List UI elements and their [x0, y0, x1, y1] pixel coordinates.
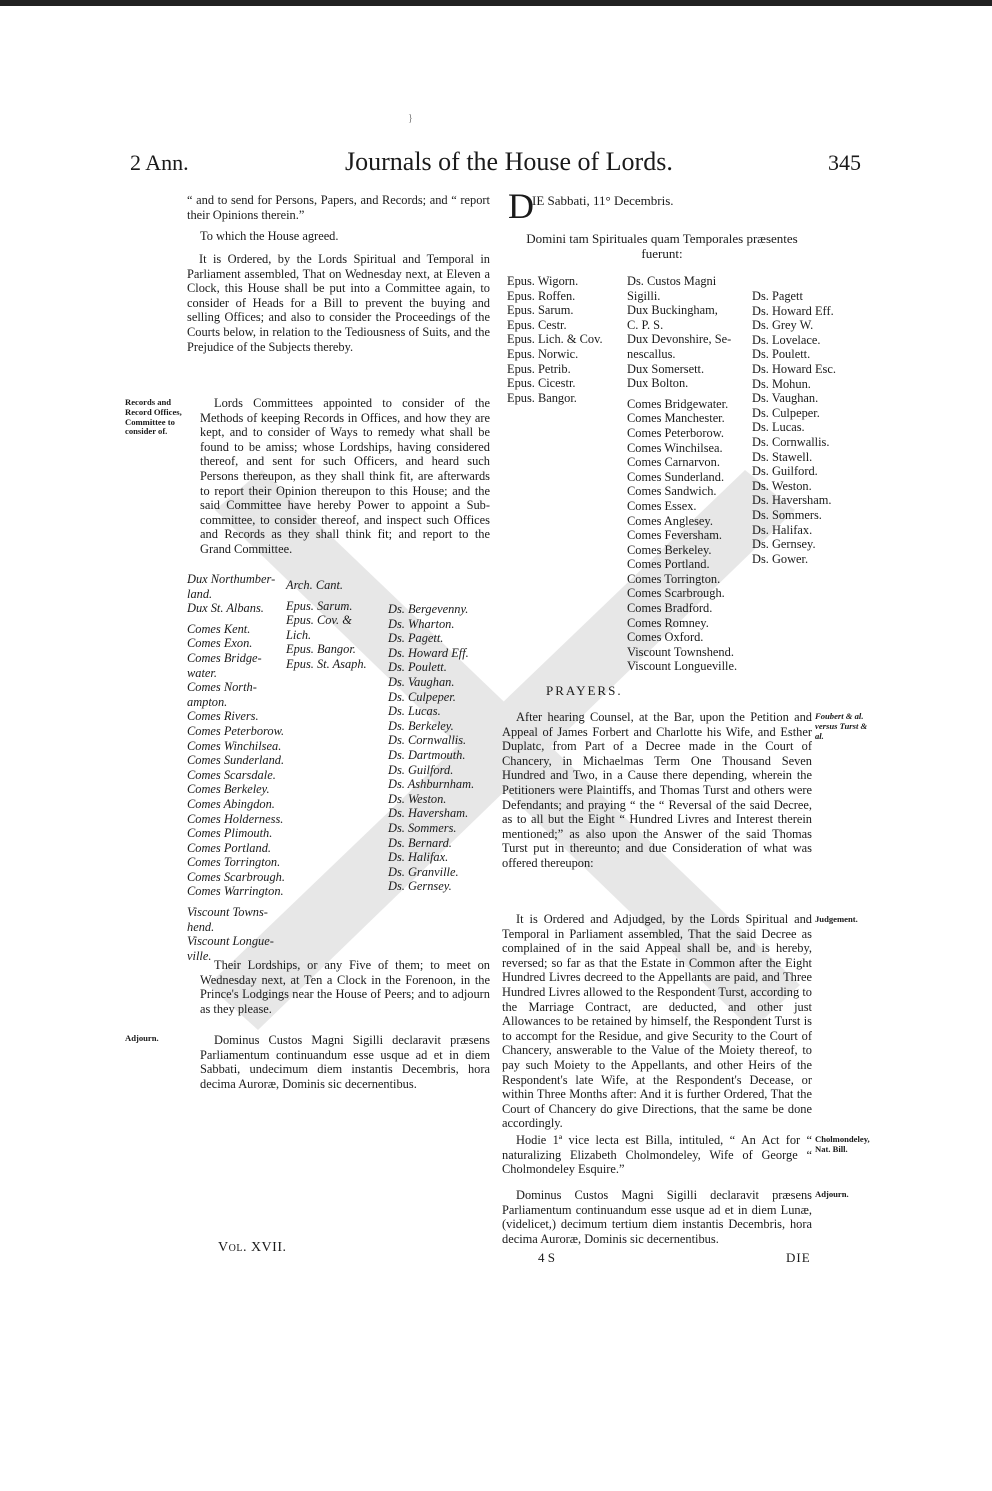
name-entry: Dux Devonshire, Se- [627, 332, 732, 347]
name-entry: Ds. Sommers. [388, 820, 457, 835]
right-para-2: It is Ordered and Adjudged, by the Lords Spiritual and Temporal in Parliament assembled, That the said Decree as complained of in the said Appeal shall be, and is hereby, reversed; so far as that the Estate in Common after the Eight Hundred Livres decreed to the Appellants are paid, and Three Hundred Livres allowed to the Respondent Turst, according to the Marriage Contract, are deducted, and other just Allowances to be retained by himself, the Respondent Turst is to accompt for the Residue, and give Security to the Court of Chancery, answerable to the Value of the Moiety thereof, to pay such Moiety to the Appellants, and other Heirs of the Respondent's late Wife, at the Respondent's Decease, or within Three Months after: And it is further Ordered, That the Court of Chancery do give Directions, that the same be done accordingly. [502, 912, 812, 1131]
name-entry: land. [187, 586, 213, 601]
name-entry: Ds. Gernsey. [388, 879, 452, 894]
name-entry: Ds. Custos Magni [627, 274, 717, 288]
name-entry: C. P. S. [627, 317, 664, 332]
right-para-1: After hearing Counsel, at the Bar, upon the Petition and Appeal of James Forbert and Charlotte his Wife, and Esther Duplatc, from Part of a Decree made in the Court of Chancery, in Michaelmas Term One Thousand Seven Hundred and Two, in a Cause there depending, wherein the Petitioners were Plaintiffs, and Thomas Turst and others were Defendants; and praying “ the “ Reversal of the said Decree, as to all but the Eight “ Hundred Livres and Interest therein mentioned;” as also upon the Answer of the said Thomas Turst put in thereunto; and due Consideration of what was offered thereupon: [502, 710, 812, 870]
name-entry: Dux Northumber- [187, 572, 276, 586]
name-entry: Comes Bradford. [627, 601, 713, 616]
name-entry: ampton. [187, 694, 228, 709]
name-entry: Comes Holderness. [187, 811, 284, 826]
name-entry: Ds. Culpeper. [752, 405, 820, 420]
left-para-5: Dominus Custos Magni Sigilli declaravit præsens Parliamentum continuandum esse usque ad et in diem Sabbati, undecimum diem instantis Decembris, hora decima Auroræ, Dominis sic decernentibus. [200, 1033, 490, 1091]
name-entry: Ds. Cornwallis. [752, 434, 830, 449]
name-entry: Ds. Halifax. [388, 850, 449, 865]
name-entry: Ds. Ashburnham. [388, 777, 475, 792]
left-para-3: Lords Committees appointed to consider of the Methods of keeping Records in Offices, and how they are kept, and to consider of Ways to remedy what shall be found to be amiss; whose Lordships, having considered thereof, and sent for such Officers, and heard such Persons thereupon, as they shall think fit, are afterwards to report their Opinion thereupon to this House; and the said Committee have hereby Power to appoint a Sub-committee, to consider thereof, and inspect such Offices and Records as they shall think fit; and report to the Grand Committee. [200, 396, 490, 556]
name-entry: Epus. Roffen. [507, 288, 576, 303]
name-entry: Ds. Guilford. [752, 464, 818, 479]
side-note-judgement: Judgement. [815, 914, 858, 924]
name-entry: Ds. Bernard. [388, 835, 452, 850]
name-entry: Epus. Lich. & Cov. [507, 332, 603, 347]
side-note-adjourn-right: Adjourn. [815, 1189, 849, 1199]
name-entry: Ds. Lucas. [752, 420, 805, 435]
name-entry: Lich. [286, 627, 312, 642]
side-note-foubert: Foubert & al. versus Turst & al. [815, 711, 868, 741]
name-entry: Ds. Culpeper. [388, 689, 456, 704]
side-note-adjourn-left: Adjourn. [125, 1033, 159, 1043]
name-entry: Comes Scarsdale. [187, 767, 276, 782]
present-col-3 [752, 289, 847, 566]
name-entry: Epus. St. Asaph. [286, 656, 367, 671]
name-entry: Viscount Towns- [187, 905, 268, 920]
name-entry: Ds. Weston. [752, 478, 812, 493]
name-entry: Comes Abingdon. [187, 796, 275, 811]
side-note-records: Records and Record Offices, Committee to consider of. [125, 397, 182, 437]
name-entry: Comes Exon. [187, 636, 253, 651]
volume-footer: Vol. XVII. [218, 1240, 287, 1255]
name-entry: Ds. Grey W. [752, 318, 814, 333]
name-entry: Comes Peterborow. [187, 723, 285, 738]
name-entry: Comes Torrington. [187, 855, 281, 870]
name-entry: nescallus. [627, 346, 676, 361]
session-label: 2 Ann. [130, 150, 189, 175]
name-entry: Sigilli. [627, 288, 661, 303]
name-entry: Ds. Lovelace. [752, 332, 821, 347]
name-entry: Epus. Cov. & [286, 613, 352, 628]
drop-cap: D [508, 186, 534, 226]
name-entry: Ds. Vaughan. [388, 674, 455, 689]
name-entry: Comes Bridge- [187, 650, 262, 665]
name-entry: Ds. Guilford. [388, 762, 454, 777]
name-entry: Ds. Stawell. [752, 449, 813, 464]
page-number: 345 [828, 150, 861, 175]
prayers-heading: PRAYERS. [546, 683, 623, 698]
name-entry: Viscount Longueville. [627, 659, 738, 674]
right-para-3: Hodie 1ª vice lecta est Billa, intituled, “ An Act for “ naturalizing Elizabeth Cholmondeley, Wife of George “ Cholmondeley Esquire.” [502, 1133, 812, 1177]
name-entry: Comes Romney. [627, 615, 709, 630]
signature-mark: 4 S [538, 1250, 555, 1265]
name-entry: Epus. Wigorn. [507, 274, 579, 288]
name-entry: Comes Warrington. [187, 884, 284, 899]
name-entry: Epus. Petrib. [507, 361, 571, 376]
name-entry: Ds. Poulett. [388, 660, 447, 675]
name-entry: Epus. Norwic. [507, 346, 579, 361]
left-para-2: It is Ordered, by the Lords Spiritual and Temporal in Parliament assembled, That on Wednesday next, at Eleven a Clock, this House shall be put into a Committee again, to consider of Heads for a Bill to prevent the buying and selling Offices; and also to consider the Proceedings of the Courts below, in relation to the Tediousness of Suits, and the Prejudice of the Subjects thereby. [187, 252, 490, 354]
name-entry: Ds. Bergevenny. [388, 602, 469, 616]
name-entry: Dux Bolton. [627, 376, 689, 391]
name-entry: Comes Peterborow. [627, 425, 724, 440]
name-entry: Ds. Gernsey. [752, 537, 816, 552]
name-entry: Ds. Howard Eff. [752, 303, 834, 318]
name-entry: hend. [187, 919, 215, 934]
margin-mark: } [408, 113, 413, 124]
name-entry: Comes Scarbrough. [627, 586, 725, 601]
name-entry: Comes Sunderland. [627, 469, 725, 484]
name-entry: Comes Sandwich. [627, 484, 717, 499]
name-entry: Ds. Halifax. [752, 522, 813, 537]
name-entry: Comes Feversham. [627, 528, 722, 543]
name-entry: Epus. Cestr. [507, 317, 567, 332]
name-entry: ville. [187, 948, 212, 963]
name-entry: Comes Winchilsea. [187, 738, 282, 753]
present-col-2 [627, 274, 757, 674]
name-entry: Comes Carnarvon. [627, 455, 720, 470]
name-entry: Ds. Howard Esc. [752, 361, 836, 376]
left-para-1: “ and to send for Persons, Papers, and Records; and “ report their Opinions therein.” [187, 193, 490, 222]
left-para-4: Their Lordships, or any Five of them; to meet on Wednesday next, at Ten a Clock in the Forenoon, in the Prince's Lodgings near the House of Peers; and to adjourn as they please. [200, 958, 490, 1016]
name-entry: Ds. Mohun. [752, 376, 811, 391]
name-entry: water. [187, 665, 217, 680]
name-entry: Ds. Granville. [388, 864, 459, 879]
name-entry: Viscount Longue- [187, 934, 274, 949]
name-entry: Dux Buckingham, [627, 303, 718, 318]
name-entry: Ds. Gower. [752, 551, 809, 566]
page-title: Journals of the House of Lords. [345, 147, 673, 176]
name-entry: Comes Portland. [187, 840, 271, 855]
name-entry: Ds. Weston. [388, 791, 447, 806]
name-entry: Comes Torrington. [627, 571, 721, 586]
name-entry: Comes Berkeley. [627, 542, 712, 557]
name-entry: Viscount Townshend. [627, 644, 734, 659]
name-entry: Epus. Bangor. [286, 642, 356, 657]
name-entry: Ds. Berkeley. [388, 718, 454, 733]
name-entry: Ds. Howard Eff. [388, 645, 469, 660]
name-entry: Dux Somersett. [627, 361, 705, 376]
name-entry: Comes Sunderland. [187, 753, 285, 768]
name-entry: Ds. Dartmouth. [388, 747, 466, 762]
committee-col-1 [187, 572, 287, 963]
name-entry: Ds. Cornwallis. [388, 733, 467, 748]
present-col-1 [507, 274, 622, 405]
name-entry: Dux St. Albans. [187, 601, 264, 616]
name-entry: Comes Bridgewater. [627, 396, 729, 411]
name-entry: Comes Anglesey. [627, 513, 713, 528]
name-entry: Ds. Haversham. [752, 493, 832, 508]
name-entry: Comes Oxford. [627, 630, 704, 645]
side-note-cholmondeley: Cholmondeley, Nat. Bill. [815, 1134, 870, 1154]
name-entry: Comes Scarbrough. [187, 869, 285, 884]
name-entry: Arch. Cant. [286, 578, 344, 592]
name-entry: Comes Essex. [627, 498, 697, 513]
name-entry: Ds. Haversham. [388, 806, 469, 821]
name-entry: Ds. Pagett [752, 289, 803, 303]
name-entry: Comes Portland. [627, 557, 710, 572]
right-para-4: Dominus Custos Magni Sigilli declaravit præsens Parliamentum continuandum esse usque ad et in diem Lunæ, (videlicet,) decimum tertium diem instantis Decembris, hora decima Auroræ, Dominis sic decernentibus. [502, 1188, 812, 1246]
name-entry: Ds. Wharton. [388, 616, 455, 631]
name-entry: Comes Manchester. [627, 411, 725, 426]
present-heading: Domini tam Spirituales quam Temporales præsentes fuerunt: [526, 231, 798, 261]
name-entry: Comes Kent. [187, 621, 251, 636]
name-entry: Epus. Cicestr. [507, 376, 576, 391]
name-entry: Epus. Sarum. [507, 303, 574, 318]
name-entry: Comes North- [187, 680, 257, 695]
committee-col-3 [388, 602, 493, 894]
name-entry: Comes Plimouth. [187, 826, 273, 841]
left-agreed: To which the House agreed. [200, 229, 339, 243]
name-entry: Ds. Pagett. [388, 631, 444, 646]
name-entry: Ds. Vaughan. [752, 391, 819, 406]
name-entry: Ds. Lucas. [388, 704, 441, 719]
catchword: DIE [786, 1250, 811, 1265]
name-entry: Ds. Sommers. [752, 507, 822, 522]
name-entry: Comes Rivers. [187, 709, 259, 724]
name-entry: Comes Winchilsea. [627, 440, 723, 455]
name-entry: Comes Berkeley. [187, 782, 270, 797]
name-entry: Epus. Sarum. [286, 598, 353, 613]
name-entry: Epus. Bangor. [507, 390, 577, 405]
committee-col-2 [286, 572, 386, 672]
sitting-date: IE Sabbati, 11° Decembris. [532, 193, 674, 208]
name-entry: Ds. Poulett. [752, 347, 811, 362]
top-rule [0, 0, 992, 6]
